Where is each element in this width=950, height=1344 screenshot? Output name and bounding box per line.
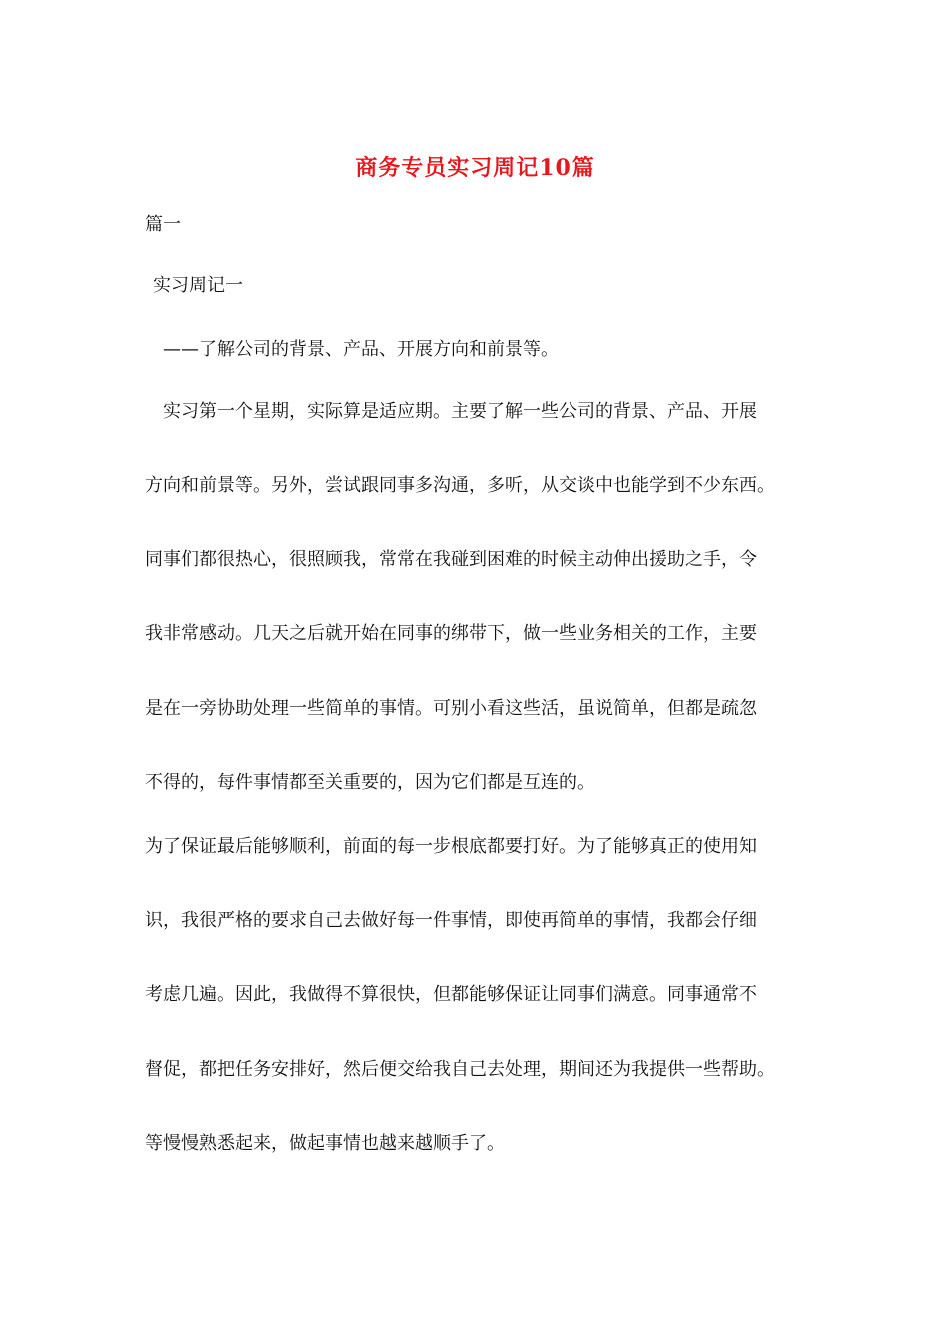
paragraph-line: 等慢慢熟悉起来，做起事情也越来越顺手了。 [145, 1133, 505, 1154]
paragraph-line: 方向和前景等。另外，尝试跟同事多沟通，多听，从交谈中也能学到不少东西。 [145, 475, 775, 496]
paragraph-line: 同事们都很热心，很照顾我，常常在我碰到困难的时候主动伸出援助之手，令 [145, 549, 757, 570]
paragraph-line: 是在一旁协助处理一些简单的事情。可别小看这些活，虽说简单，但都是疏忽 [145, 698, 757, 719]
paragraph-line: 识，我很严格的要求自己去做好每一件事情，即使再简单的事情，我都会仔细 [145, 910, 757, 931]
section-label: 篇一 [145, 214, 181, 235]
topic-line: ——了解公司的背景、产品、开展方向和前景等。 [163, 339, 559, 360]
paragraph-line: 为了保证最后能够顺利，前面的每一步根底都要打好。为了能够真正的使用知 [145, 836, 757, 857]
paragraph-line: 我非常感动。几天之后就开始在同事的绑带下，做一些业务相关的工作，主要 [145, 623, 757, 644]
paragraph-line: 督促，都把任务安排好，然后便交给我自己去处理，期间还为我提供一些帮助。 [145, 1059, 775, 1080]
paragraph-line: 实习第一个星期，实际算是适应期。主要了解一些公司的背景、产品、开展 [163, 401, 757, 422]
paragraph-line: 不得的，每件事情都至关重要的，因为它们都是互连的。 [145, 772, 595, 793]
document-title: 商务专员实习周记10篇 [355, 155, 595, 181]
paragraph-line: 考虑几遍。因此，我做得不算很快，但都能够保证让同事们满意。同事通常不 [145, 984, 757, 1005]
subtitle: 实习周记一 [153, 275, 243, 296]
